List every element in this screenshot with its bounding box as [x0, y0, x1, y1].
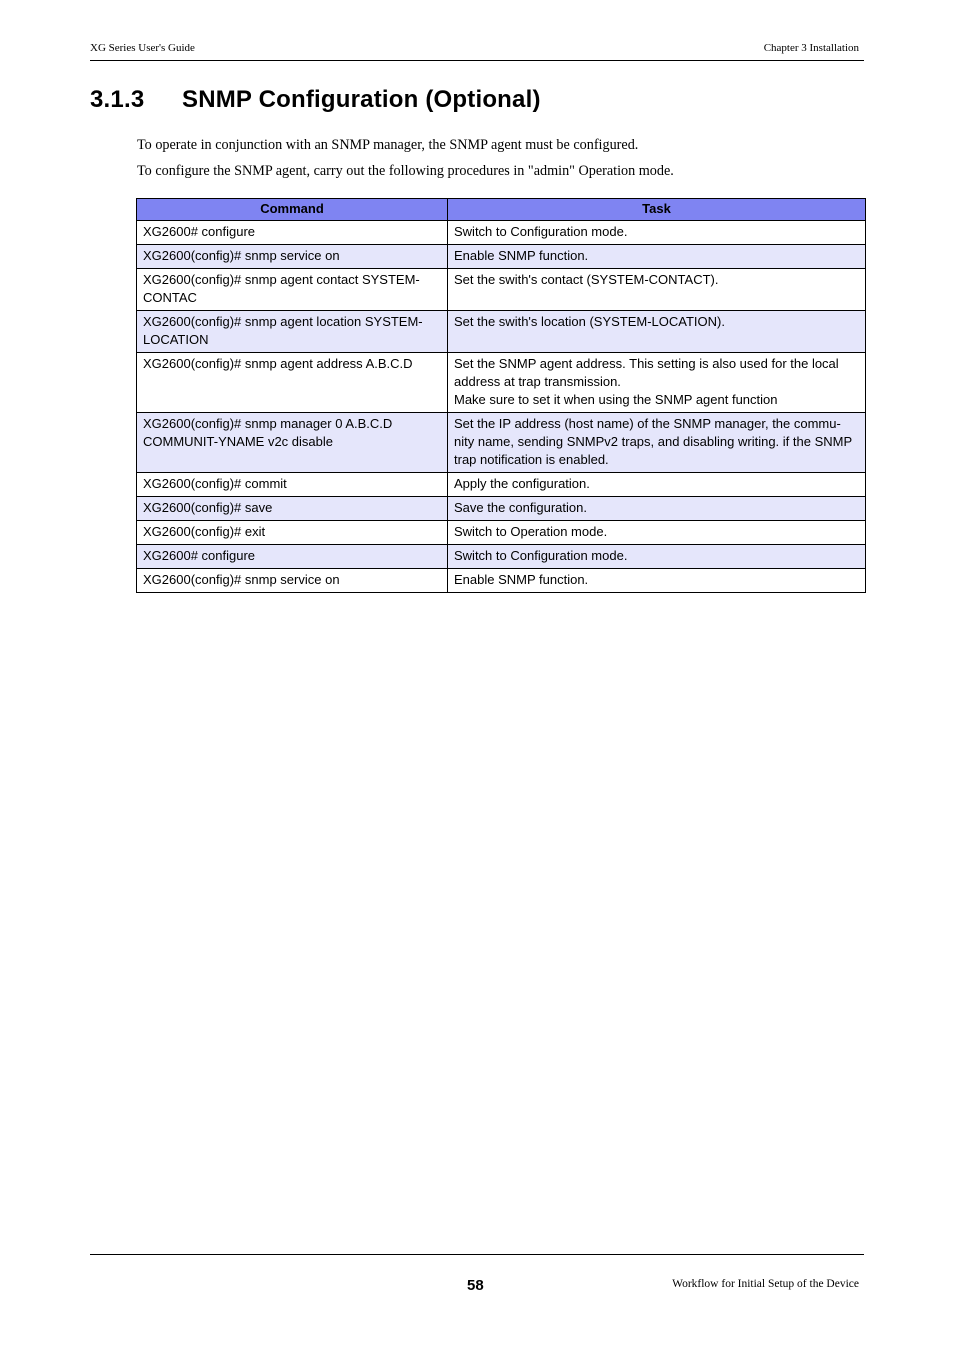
- command-cell: XG2600# configure: [137, 545, 448, 569]
- procedure-paragraph: To configure the SNMP agent, carry out the following procedures in "admin" Operation mode.: [137, 163, 674, 179]
- command-cell: XG2600(config)# save: [137, 497, 448, 521]
- table-row: [137, 497, 866, 521]
- header-document-title: XG Series User's Guide: [90, 42, 195, 54]
- task-cell: Set the SNMP agent address. This setting is also used for the local address at trap transmission. Make sure to set it when using the SNMP agent function: [448, 353, 866, 413]
- command-cell: XG2600(config)# exit: [137, 521, 448, 545]
- task-cell: Switch to Configuration mode.: [448, 545, 866, 569]
- task-cell: Set the swith's location (SYSTEM-LOCATION).: [448, 311, 866, 353]
- header-chapter: Chapter 3 Installation: [763, 42, 859, 54]
- table-row: [137, 473, 866, 497]
- command-cell: XG2600(config)# snmp manager 0 A.B.C.D COMMUNIT-YNAME v2c disable: [137, 413, 448, 473]
- table-header-row: [137, 199, 866, 221]
- command-cell: XG2600(config)# snmp agent address A.B.C.D: [137, 353, 448, 413]
- table-row: [137, 269, 866, 311]
- column-header-task: Task: [448, 199, 866, 221]
- footer-section-title: Workflow for Initial Setup of the Device: [672, 1278, 859, 1290]
- table-body: [137, 221, 866, 593]
- table-row: [137, 521, 866, 545]
- table-row: [137, 545, 866, 569]
- task-cell: Apply the configuration.: [448, 473, 866, 497]
- command-cell: XG2600(config)# snmp agent location SYSTEM- LOCATION: [137, 311, 448, 353]
- task-cell: Enable SNMP function.: [448, 245, 866, 269]
- table-row: [137, 311, 866, 353]
- page-number: 58: [467, 1277, 484, 1294]
- task-cell: Enable SNMP function.: [448, 569, 866, 593]
- table-row: [137, 413, 866, 473]
- command-cell: XG2600(config)# snmp service on: [137, 569, 448, 593]
- section-title: SNMP Configuration (Optional): [182, 86, 541, 113]
- table-row: [137, 569, 866, 593]
- command-cell: XG2600# configure: [137, 221, 448, 245]
- page-header: [90, 42, 864, 61]
- footer-divider: [90, 1254, 864, 1255]
- command-cell: XG2600(config)# snmp agent contact SYSTEM- CONTAC: [137, 269, 448, 311]
- command-cell: XG2600(config)# snmp service on: [137, 245, 448, 269]
- table-row: [137, 221, 866, 245]
- table-row: [137, 245, 866, 269]
- command-table: [136, 198, 866, 593]
- task-cell: Set the IP address (host name) of the SNMP manager, the commu- nity name, sending SNMPv2 traps, and disabling writing. if the SNMP trap notification is enabled.: [448, 413, 866, 473]
- intro-paragraph: To operate in conjunction with an SNMP manager, the SNMP agent must be configured.: [137, 137, 639, 153]
- section-number: 3.1.3: [90, 86, 145, 113]
- task-cell: Save the configuration.: [448, 497, 866, 521]
- task-cell: Set the swith's contact (SYSTEM-CONTACT).: [448, 269, 866, 311]
- task-cell: Switch to Configuration mode.: [448, 221, 866, 245]
- section-heading: [90, 86, 541, 114]
- column-header-command: Command: [137, 199, 448, 221]
- table-row: [137, 353, 866, 413]
- command-cell: XG2600(config)# commit: [137, 473, 448, 497]
- task-cell: Switch to Operation mode.: [448, 521, 866, 545]
